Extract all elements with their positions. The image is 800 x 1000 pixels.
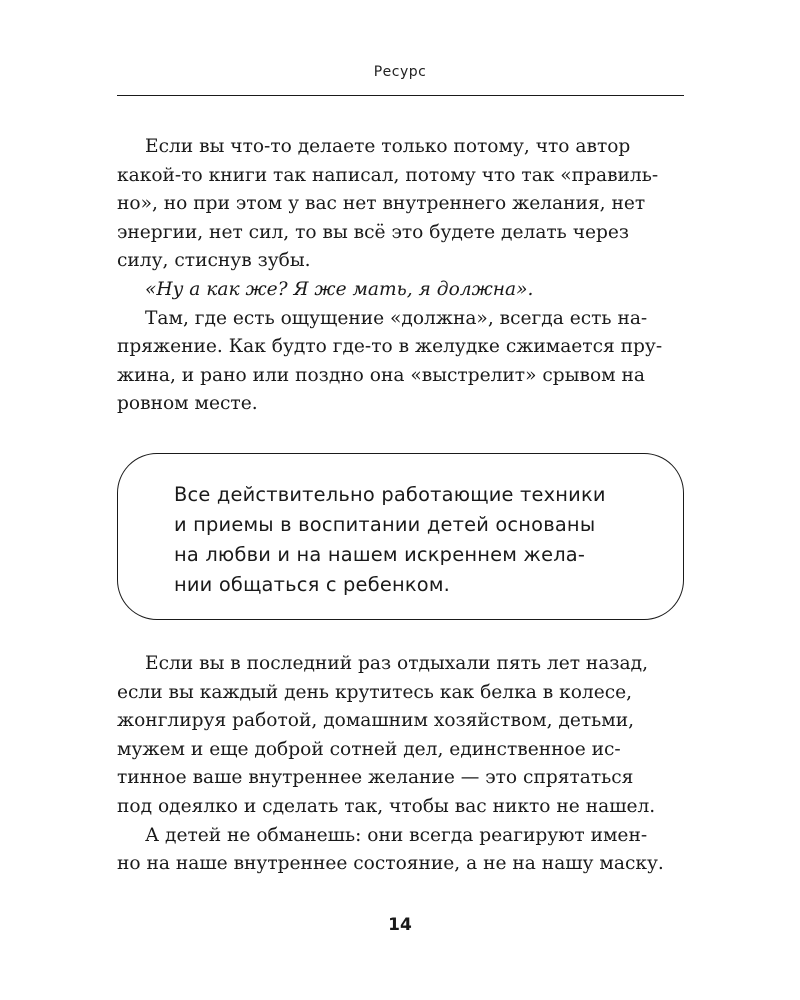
text-line: жина, и рано или поздно она «выстрелит» срывом на xyxy=(117,364,646,386)
text-line: Там, где есть ощущение «должна», всегда есть на- xyxy=(145,307,648,329)
italic-quote xyxy=(117,276,684,305)
callout-box xyxy=(117,453,684,620)
text-line: какой-то книги так написал, потому что так «правиль- xyxy=(117,164,659,186)
text-line: если вы каждый день крутитесь как белка в колесе, xyxy=(117,681,633,703)
text-line: мужем и еще доброй сотней дел, единственное ис- xyxy=(117,738,621,760)
callout-text xyxy=(174,480,643,600)
text-line: под одеялко и сделать так, чтобы вас никто не нашел. xyxy=(117,795,656,817)
callout-line: нии общаться с ребенком. xyxy=(174,573,451,596)
text-line: жонглируя работой, домашним хозяйством, детьми, xyxy=(117,710,635,732)
callout-line: на любви и на нашем искреннем жела- xyxy=(174,543,586,566)
text-line: пряжение. Как будто где-то в желудке сжимается пру- xyxy=(117,336,663,358)
text-line: тинное ваше внутреннее желание — это спрятаться xyxy=(117,767,634,789)
text-line: но», но при этом у вас нет внутреннего желания, нет xyxy=(117,193,646,215)
paragraph-children xyxy=(117,822,684,879)
text-line: но на наше внутреннее состояние, а не на нашу маску. xyxy=(117,853,664,875)
header-divider xyxy=(117,95,684,96)
paragraph-tension xyxy=(117,305,684,419)
body-text-top xyxy=(117,133,684,419)
text-line: ровном месте. xyxy=(117,393,258,415)
paragraph-obligation xyxy=(117,133,684,276)
text-line: Если вы в последний раз отдыхали пять лет назад, xyxy=(145,653,648,674)
callout-line: Все действительно работающие техники xyxy=(174,483,606,506)
running-header: Ресурс xyxy=(373,64,427,80)
page-number: 14 xyxy=(388,915,412,935)
text-line: силу, стиснув зубы. xyxy=(117,250,311,272)
paragraph-rest xyxy=(117,650,684,822)
callout-line: и приемы в воспитании детей основаны xyxy=(174,513,596,536)
text-line: энергии, нет сил, то вы всё это будете делать через xyxy=(117,221,630,243)
text-line: А детей не обманешь: они всегда реагируют имен- xyxy=(145,824,648,846)
text-line: Если вы что-то делаете только потому, что автор xyxy=(145,136,631,157)
text-line: «Ну а как же? Я же мать, я должна». xyxy=(145,278,534,300)
body-text-bottom xyxy=(117,650,684,879)
